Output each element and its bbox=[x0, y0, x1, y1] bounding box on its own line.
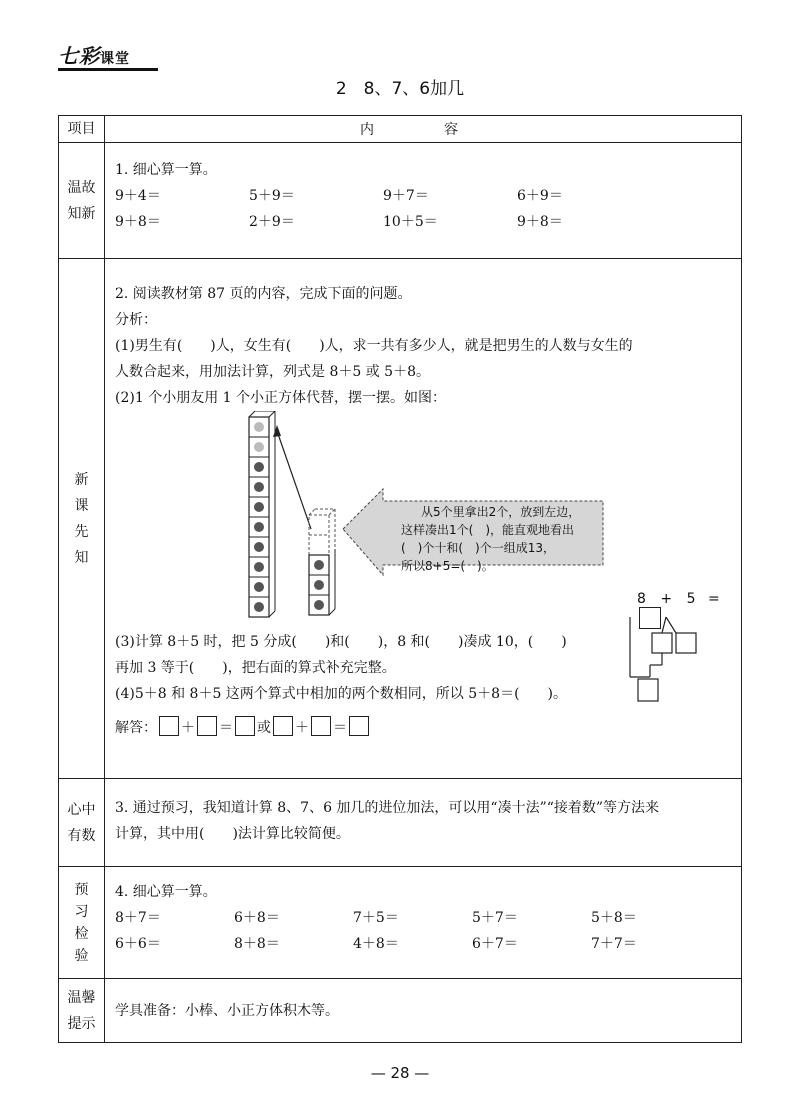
check-prompt: 4. 细心算一算。 bbox=[115, 884, 217, 900]
check-q8: 4＋8＝ bbox=[353, 936, 399, 952]
answer-box-6[interactable] bbox=[349, 716, 369, 736]
check-q3: 7＋5＝ bbox=[353, 910, 399, 926]
check-row1 bbox=[115, 905, 731, 931]
heart-label bbox=[59, 779, 105, 867]
lesson-title: 2 8、7、6加几 bbox=[335, 79, 465, 99]
tip-row bbox=[59, 979, 742, 1043]
hint-callout-text bbox=[401, 503, 601, 575]
hint-line-3: ( )个十和( )个一组成13， bbox=[401, 541, 555, 555]
tip-content bbox=[105, 979, 742, 1043]
heart-line-1: 3. 通过预习，我知道计算 8、7、6 加几的进位加法，可以用“凑十法”“接着数”等方法来 bbox=[115, 800, 660, 816]
check-q7: 8＋8＝ bbox=[234, 936, 280, 952]
check-row2 bbox=[115, 931, 731, 957]
check-label-3: 检 bbox=[74, 925, 89, 942]
check-q2: 6＋8＝ bbox=[234, 910, 280, 926]
p3-line-a: (3)计算 8＋5 时，把 5 分成( )和( )，8 和( )凑成 10，( ) bbox=[115, 634, 567, 650]
header-item: 项目 bbox=[59, 116, 105, 143]
p1-line-b: 人数合起来，用加法计算，列式是 8＋5 或 5＋8。 bbox=[115, 364, 430, 380]
analysis-label: 分析： bbox=[115, 312, 157, 328]
check-q10: 7＋7＝ bbox=[591, 936, 637, 952]
calc-eq: = bbox=[707, 591, 720, 607]
review-q7: 10＋5＝ bbox=[383, 214, 438, 230]
brand-logo-text: 七彩 bbox=[58, 44, 100, 68]
table-header-row bbox=[59, 116, 742, 143]
review-q6: 2＋9＝ bbox=[249, 214, 295, 230]
tip-label bbox=[59, 979, 105, 1043]
heart-label-2: 有数 bbox=[67, 827, 96, 844]
answer-box-2[interactable] bbox=[197, 716, 217, 736]
heart-label-1: 心中 bbox=[67, 801, 96, 818]
move-arrow bbox=[273, 425, 311, 529]
split-tree bbox=[620, 617, 720, 717]
review-q4: 6＋9＝ bbox=[517, 188, 563, 204]
answer-box-1[interactable] bbox=[159, 716, 179, 736]
review-q5: 9＋8＝ bbox=[115, 214, 161, 230]
new-lesson-label bbox=[59, 259, 105, 779]
answer-op-3: ＋ bbox=[295, 720, 309, 736]
answer-box-5[interactable] bbox=[311, 716, 331, 736]
heart-line-2: 计算，其中用( )法计算比较简便。 bbox=[115, 826, 350, 842]
brand-underline bbox=[58, 68, 158, 71]
answer-op-1: ＋ bbox=[181, 720, 195, 736]
p4-line: (4)5＋8 和 8＋5 这两个算式中相加的两个数相同，所以 5＋8＝( )。 bbox=[115, 686, 567, 702]
heart-content bbox=[105, 779, 742, 867]
brand-name: 课堂 bbox=[100, 51, 130, 67]
check-q1: 8＋7＝ bbox=[115, 910, 161, 926]
answer-box-4[interactable] bbox=[273, 716, 293, 736]
review-q8: 9＋8＝ bbox=[517, 214, 563, 230]
review-label-line1: 温故 bbox=[67, 179, 96, 196]
new-lesson-label-4: 知 bbox=[74, 549, 89, 566]
review-q2: 5＋9＝ bbox=[249, 188, 295, 204]
tip-text: 学具准备：小棒、小正方体积木等。 bbox=[115, 1002, 339, 1019]
check-label-2: 习 bbox=[74, 903, 89, 920]
page-number: — 28 — bbox=[370, 1064, 430, 1082]
heart-row bbox=[59, 779, 742, 867]
q2-prompt: 2. 阅读教材第 87 页的内容，完成下面的问题。 bbox=[115, 286, 412, 302]
hint-line-4: 所以8+5=( )。 bbox=[401, 559, 494, 573]
tip-label-2: 提示 bbox=[67, 1015, 96, 1032]
p2-line: (2)1 个小朋友用 1 个小正方体代替，摆一摆。如图： bbox=[115, 390, 446, 406]
answer-line bbox=[115, 715, 731, 741]
calc-b: 5 bbox=[686, 591, 696, 607]
new-lesson-content bbox=[105, 259, 742, 779]
new-lesson-label-2: 课 bbox=[74, 497, 89, 514]
check-q5: 5＋8＝ bbox=[591, 910, 637, 926]
review-label-line2: 知新 bbox=[67, 205, 96, 222]
answer-op-2: ＝ bbox=[219, 720, 233, 736]
hint-line-2: 这样凑出1个( )，能直观地看出 bbox=[401, 523, 574, 537]
review-q3: 9＋7＝ bbox=[383, 188, 429, 204]
new-lesson-row bbox=[59, 259, 742, 779]
five-cube-stack bbox=[309, 509, 335, 615]
cube-diagram bbox=[115, 411, 731, 629]
hint-line-1: 从5个里拿出2个，放到左边， bbox=[421, 505, 581, 519]
answer-label: 解答： bbox=[115, 720, 157, 736]
check-q9: 6＋7＝ bbox=[472, 936, 518, 952]
new-lesson-label-3: 先 bbox=[74, 523, 89, 540]
review-prompt: 1. 细心算一算。 bbox=[115, 162, 217, 178]
review-q1: 9＋4＝ bbox=[115, 188, 161, 204]
check-label-1: 预 bbox=[74, 881, 89, 898]
calc-plus: + bbox=[660, 591, 673, 607]
check-q6: 6＋6＝ bbox=[115, 936, 161, 952]
review-row1 bbox=[115, 183, 731, 209]
review-row2 bbox=[115, 209, 731, 235]
new-lesson-label-1: 新 bbox=[74, 471, 89, 488]
review-row bbox=[59, 143, 742, 259]
check-label bbox=[59, 867, 105, 979]
answer-op-or: 或 bbox=[257, 720, 271, 736]
ten-cube-stack bbox=[249, 411, 275, 617]
review-label bbox=[59, 143, 105, 259]
answer-op-4: ＝ bbox=[333, 720, 347, 736]
check-q4: 5＋7＝ bbox=[472, 910, 518, 926]
tip-label-1: 温馨 bbox=[67, 989, 96, 1006]
check-row bbox=[59, 867, 742, 979]
brand-logo bbox=[58, 40, 130, 69]
answer-box-3[interactable] bbox=[235, 716, 255, 736]
p1-line-a: (1)男生有( )人，女生有( )人，求一共有多少人，就是把男生的人数与女生的 bbox=[115, 338, 633, 354]
p3-line-b: 再加 3 等于( )，把右面的算式补充完整。 bbox=[115, 660, 396, 676]
check-content bbox=[105, 867, 742, 979]
review-content bbox=[105, 143, 742, 259]
calc-a: 8 bbox=[637, 591, 646, 607]
check-label-4: 验 bbox=[74, 947, 89, 964]
header-content: 内 容 bbox=[105, 116, 742, 143]
worksheet-table bbox=[58, 115, 742, 1043]
